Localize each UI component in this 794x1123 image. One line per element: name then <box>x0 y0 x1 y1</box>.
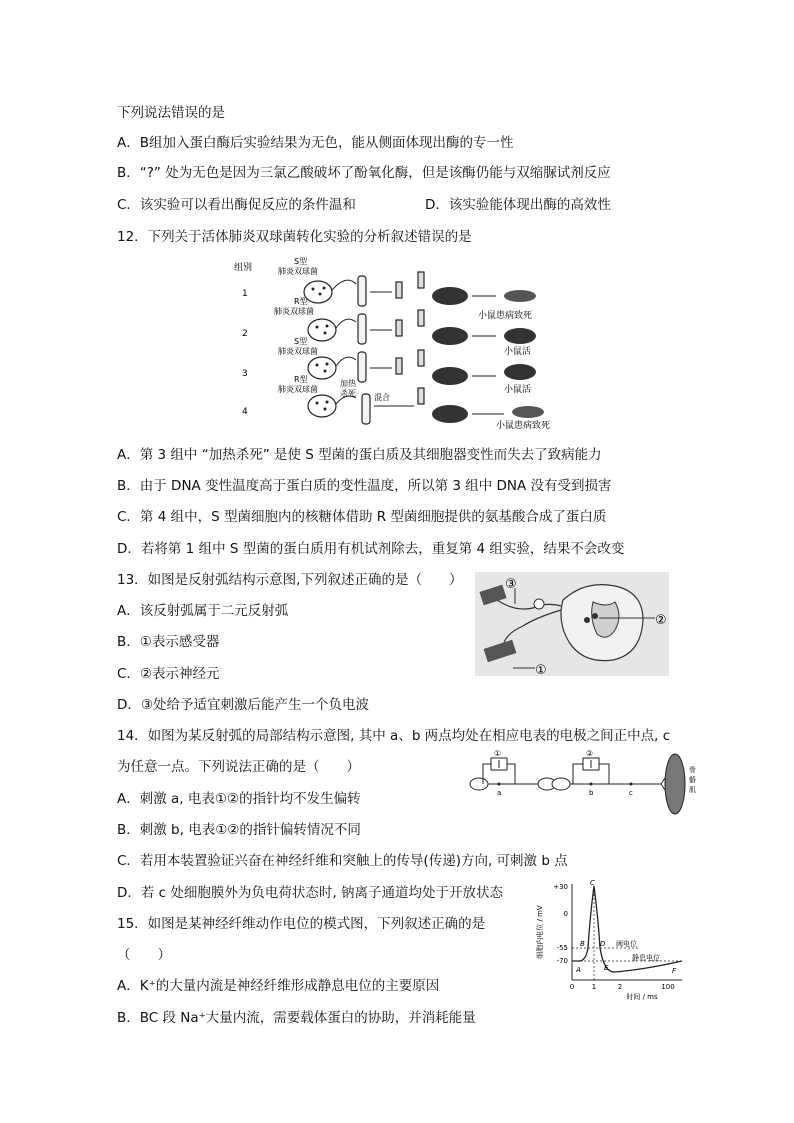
q14-point-b: b <box>589 789 594 797</box>
q15-xtick-1: 1 <box>591 983 597 991</box>
q11-stem-tail: 下列说法错误的是 <box>117 105 225 121</box>
svg-text:骨: 骨 <box>689 766 696 774</box>
q13-label-2: ② <box>655 613 667 628</box>
q15-ylabel: 细胞内电位 / mV <box>536 905 544 959</box>
q15-xtick-100: 100 <box>661 983 675 991</box>
svg-text:R型: R型 <box>294 375 308 384</box>
q15-point-c: C <box>590 879 595 887</box>
q12-option-a: A．第 3 组中 “加热杀死” 是使 S 型菌的蛋白质及其细胞器变性而失去了致病能力 <box>117 447 602 463</box>
q14-point-a: a <box>497 789 502 797</box>
q12-result-3: 小鼠活 <box>504 385 532 395</box>
q11-option-d: D．该实验能体现出酶的高效性 <box>425 197 611 213</box>
svg-text:加热: 加热 <box>340 379 356 388</box>
q14-option-a: A．刺激 a, 电表①②的指针均不发生偏转 <box>117 791 361 807</box>
q14-option-c: C．若用本装置验证兴奋在神经纤维和突触上的传导(传递)方向, 可刺激 b 点 <box>117 853 568 869</box>
svg-text:S型: S型 <box>294 257 308 266</box>
q15-point-e: E <box>604 964 609 972</box>
svg-text:骼: 骼 <box>689 776 696 784</box>
q15-ytick-70: -70 <box>556 957 568 965</box>
q12-transformation-figure <box>228 254 568 430</box>
q11-option-b: B．“?” 处为无色是因为三氯乙酸破坏了酚氧化酶，但是该酶仍能与双缩脲试剂反应 <box>117 165 611 181</box>
q15-ytick-30: +30 <box>553 883 568 891</box>
q14-stem-line1: 14．如图为某反射弧的局部结构示意图, 其中 a、b 两点均处在相应电表的电极之间正中点, c <box>117 728 671 744</box>
q15-xlabel: 时间 / ms <box>626 993 658 1001</box>
svg-text:肺炎双球菌: 肺炎双球菌 <box>278 347 318 356</box>
q15-ytick-55: -55 <box>556 944 568 952</box>
q13-label-1: ① <box>535 663 547 676</box>
q13-option-a: A．该反射弧属于二元反射弧 <box>117 603 289 619</box>
svg-text:肌: 肌 <box>689 786 696 794</box>
q12-group-4: 4 <box>242 407 248 417</box>
q12-result-2: 小鼠活 <box>504 347 532 357</box>
q14-point-c: c <box>629 789 633 797</box>
q15-point-b: B <box>580 940 585 948</box>
q11-option-c: C．该实验可以看出酶促反应的条件温和 <box>117 197 356 213</box>
q12-group-2: 2 <box>242 329 248 339</box>
svg-text:肺炎双球菌: 肺炎双球菌 <box>278 385 318 394</box>
q15-threshold-label: 阈电位 <box>616 940 637 948</box>
q13-label-3: ③ <box>505 577 517 592</box>
q15-action-potential-chart <box>532 876 692 1002</box>
q12-result-1: 小鼠患病致死 <box>478 311 533 321</box>
q15-stem: 15．如图是某神经纤维动作电位的模式图，下列叙述正确的是 <box>117 916 486 932</box>
q14-option-b: B．刺激 b, 电表①②的指针偏转情况不同 <box>117 822 361 838</box>
q15-xtick-0: 0 <box>569 983 575 991</box>
q13-option-d: D．③处给予适宜刺激后能产生一个负电波 <box>117 697 369 713</box>
q14-option-d: D．若 c 处细胞膜外为负电荷状态时, 钠离子通道均处于开放状态 <box>117 885 503 901</box>
q15-option-a: A．K⁺的大量内流是神经纤维形成静息电位的主要原因 <box>117 978 440 994</box>
svg-text:杀死: 杀死 <box>340 389 356 398</box>
q15-ytick-0: 0 <box>563 910 568 918</box>
q15-paren: （ ） <box>117 947 171 963</box>
q11-option-a: A．B组加入蛋白酶后实验结果为无色，能从侧面体现出酶的专一性 <box>117 135 514 151</box>
svg-text:R型: R型 <box>294 297 308 306</box>
q14-meter-2-label: ② <box>586 750 594 758</box>
q15-option-b: B．BC 段 Na⁺大量内流，需要载体蛋白的协助，并消耗能量 <box>117 1010 476 1026</box>
q13-option-c: C．②表示神经元 <box>117 666 220 682</box>
q14-meter-1-label: ① <box>494 750 502 758</box>
q15-point-a: A <box>576 966 581 974</box>
svg-text:肺炎双球菌: 肺炎双球菌 <box>278 267 318 276</box>
svg-text:肺炎双球菌: 肺炎双球菌 <box>274 307 314 316</box>
q13-reflex-arc-figure <box>475 572 669 676</box>
q12-option-d: D．若将第 1 组中 S 型菌的蛋白质用有机试剂除去，重复第 4 组实验，结果不会改变 <box>117 541 625 557</box>
q13-stem: 13．如图是反射弧结构示意图,下列叙述正确的是（ ） <box>117 572 463 588</box>
q12-option-b: B．由于 DNA 变性温度高于蛋白质的变性温度，所以第 3 组中 DNA 没有受到损害 <box>117 478 612 494</box>
q12-group-1: 1 <box>242 289 248 299</box>
q12-result-4: 小鼠患病致死 <box>496 421 551 430</box>
q14-neuron-meter-figure <box>465 750 715 818</box>
q15-point-f: F <box>672 967 677 975</box>
q12-option-c: C．第 4 组中，S 型菌细胞内的核糖体借助 R 型菌细胞提供的氨基酸合成了蛋白质 <box>117 509 607 525</box>
q15-rest-label: 静息电位 <box>632 954 660 962</box>
q15-xtick-2: 2 <box>617 983 623 991</box>
q12-group-3: 3 <box>242 369 248 379</box>
q14-stem-line2: 为任意一点。下列说法正确的是（ ） <box>117 759 360 775</box>
q13-option-b: B．①表示感受器 <box>117 634 220 650</box>
q12-fig-header: 组别 <box>234 263 253 273</box>
svg-text:S型: S型 <box>294 337 308 346</box>
q12-mix-label: 混合 <box>374 393 390 402</box>
q12-stem: 12．下列关于活体肺炎双球菌转化实验的分析叙述错误的是 <box>117 229 472 245</box>
q15-point-d: D <box>600 940 606 948</box>
